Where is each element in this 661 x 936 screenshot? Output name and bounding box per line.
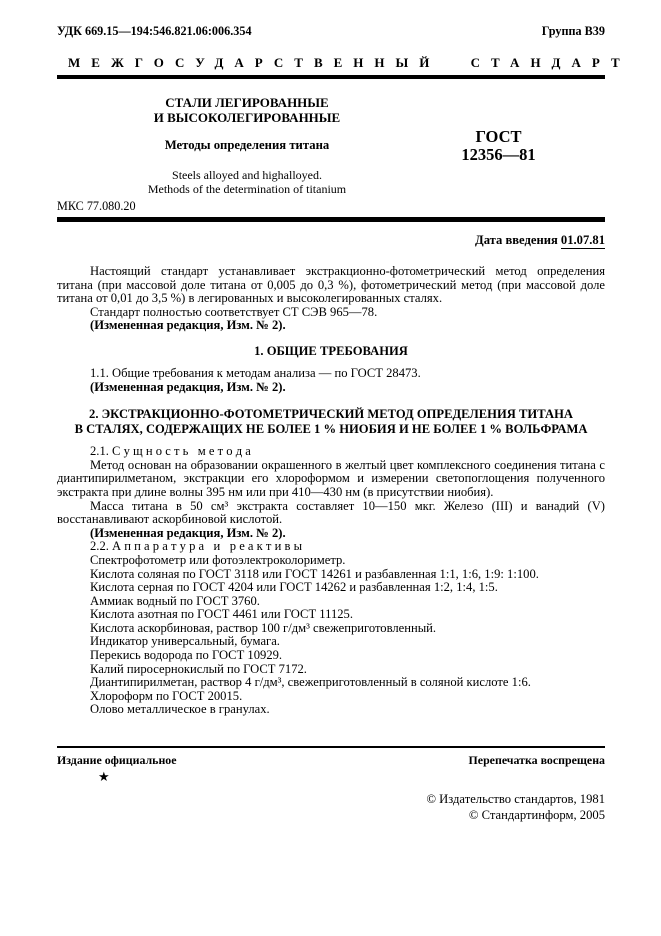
footer-labels-row [57,753,605,768]
section2-1-paragraph-2: Масса титана в 50 см³ экстракта составляет 10—150 мкг. Железо (III) и ванадий (V) восстанавливают аскорбиновой кислотой. [57,498,605,527]
section2-heading-line1: 2. ЭКСТРАКЦИОННО-ФОТОМЕТРИЧЕСКИЙ МЕТОД ОПРЕДЕЛЕНИЯ ТИТАНА [89,407,573,422]
group-code: Группа В39 [541,24,605,38]
effective-date-value: 01.07.81 [560,233,605,247]
document-header [57,24,605,39]
effective-date-line [57,233,605,248]
title-en-line1: Steels alloyed and highalloyed. [172,168,322,182]
section1-amendment-note: (Измененная редакция, Изм. № 2). [90,379,286,394]
section2-heading [57,407,605,437]
reagent-item: Спектрофотометр или фотоэлектроколориметр. [90,552,346,567]
reagent-item: Кислота аскорбиновая, раствор 100 г/дм³ свежеприготовленный. [90,620,437,635]
title-en [57,168,437,196]
title-en-line2: Methods of the determination of titanium [147,182,347,196]
reprint-prohibited-label: Перепечатка воспрещена [468,753,605,767]
reagent-item: Кислота азотная по ГОСТ 4461 или ГОСТ 11125. [90,607,353,622]
section1-paragraph: 1.1. Общие требования к методам анализа — по ГОСТ 28473. [90,365,421,380]
copyright-2005: © Стандартинформ, 2005 [468,808,605,822]
top-rule [57,75,605,79]
reagent-item: Калий пиросернокислый по ГОСТ 7172. [90,661,307,676]
star-icon: ★ [98,769,110,784]
reagent-item: Индикатор универсальный, бумага. [90,634,280,649]
title-ru-line1: СТАЛИ ЛЕГИРОВАННЫЕ [165,95,329,110]
title-ru-line2: И ВЫСОКОЛЕГИРОВАННЫЕ [153,110,341,125]
section2-heading-line2: В СТАЛЯХ, СОДЕРЖАЩИХ НЕ БОЛЕЕ 1 % НИОБИЯ И НЕ БОЛЕЕ 1 % ВОЛЬФРАМА [74,422,588,437]
document-body [57,265,605,717]
effective-date-label: Дата введения [475,233,558,247]
reagent-item: Кислота соляная по ГОСТ 3118 или ГОСТ 14261 и разбавленная 1:1, 1:6, 1:9: 1:100. [90,566,539,581]
gost-number-block [437,128,605,164]
section2-amendment-note: (Измененная редакция, Изм. № 2). [90,525,286,540]
reagent-item: Перекись водорода по ГОСТ 10929. [90,648,283,663]
reagent-item: Хлороформ по ГОСТ 20015. [90,688,243,703]
reagent-item: Олово металлическое в гранулах. [90,702,270,717]
reagent-item: Диантипирилметан, раствор 4 г/дм³, свежеприготовленный в соляной кислоте 1:6. [90,675,531,690]
reagent-item: Кислота серная по ГОСТ 4204 или ГОСТ 14262 и разбавленная 1:2, 1:4, 1:5. [90,580,498,595]
copyright-block [57,791,605,823]
official-edition-label: Издание официальное [57,753,177,767]
section2-1-paragraph-1: Метод основан на образовании окрашенного в желтый цвет комплексного соединения титана с диантипирилметаном, экстракции его хлороформом и измерении светопоглощения полученного экстракта при длине волны 395 нм или при 410—430 нм (в присутствии ниобия). [57,457,605,499]
section1-heading: 1. ОБЩИЕ ТРЕБОВАНИЯ [254,343,408,358]
page-footer [57,746,605,823]
udk-code: УДК 669.15—194:546.821.06:006.354 [57,24,252,38]
reagent-item: Аммиак водный по ГОСТ 3760. [90,593,260,608]
section2-2-subheading: 2.2. А п п а р а т у р а и р е а к т и в ы [90,539,303,554]
gost-label: ГОСТ [475,126,522,146]
gost-number: 12356—81 [461,144,536,164]
intro-paragraph-1: Настоящий стандарт устанавливает экстракционно-фотометрический метод определения титана (при массовой доле титана от 0,005 до 0,3 %), фотометрический метод (при массовой доле титана от 0,01 до 3,5 %) в легированных и высоколегированных сталях. [57,264,605,306]
title-column [57,95,437,196]
standard-kind-banner: МЕЖГОСУДАРСТВЕННЫЙ СТАНДАРТ [68,55,631,70]
copyright-1981: © Издательство стандартов, 1981 [426,792,605,806]
title-block [57,95,605,196]
intro-amendment-note: (Измененная редакция, Изм. № 2). [90,318,286,333]
intro-paragraph-2: Стандарт полностью соответствует СТ СЭВ 965—78. [90,304,378,319]
separator-rule [57,217,605,222]
section2-1-subheading: 2.1. С у щ н о с т ь м е т о д а [90,444,251,459]
subtitle-ru: Методы определения титана [164,138,330,152]
mks-code: МКС 77.080.20 [57,199,136,213]
